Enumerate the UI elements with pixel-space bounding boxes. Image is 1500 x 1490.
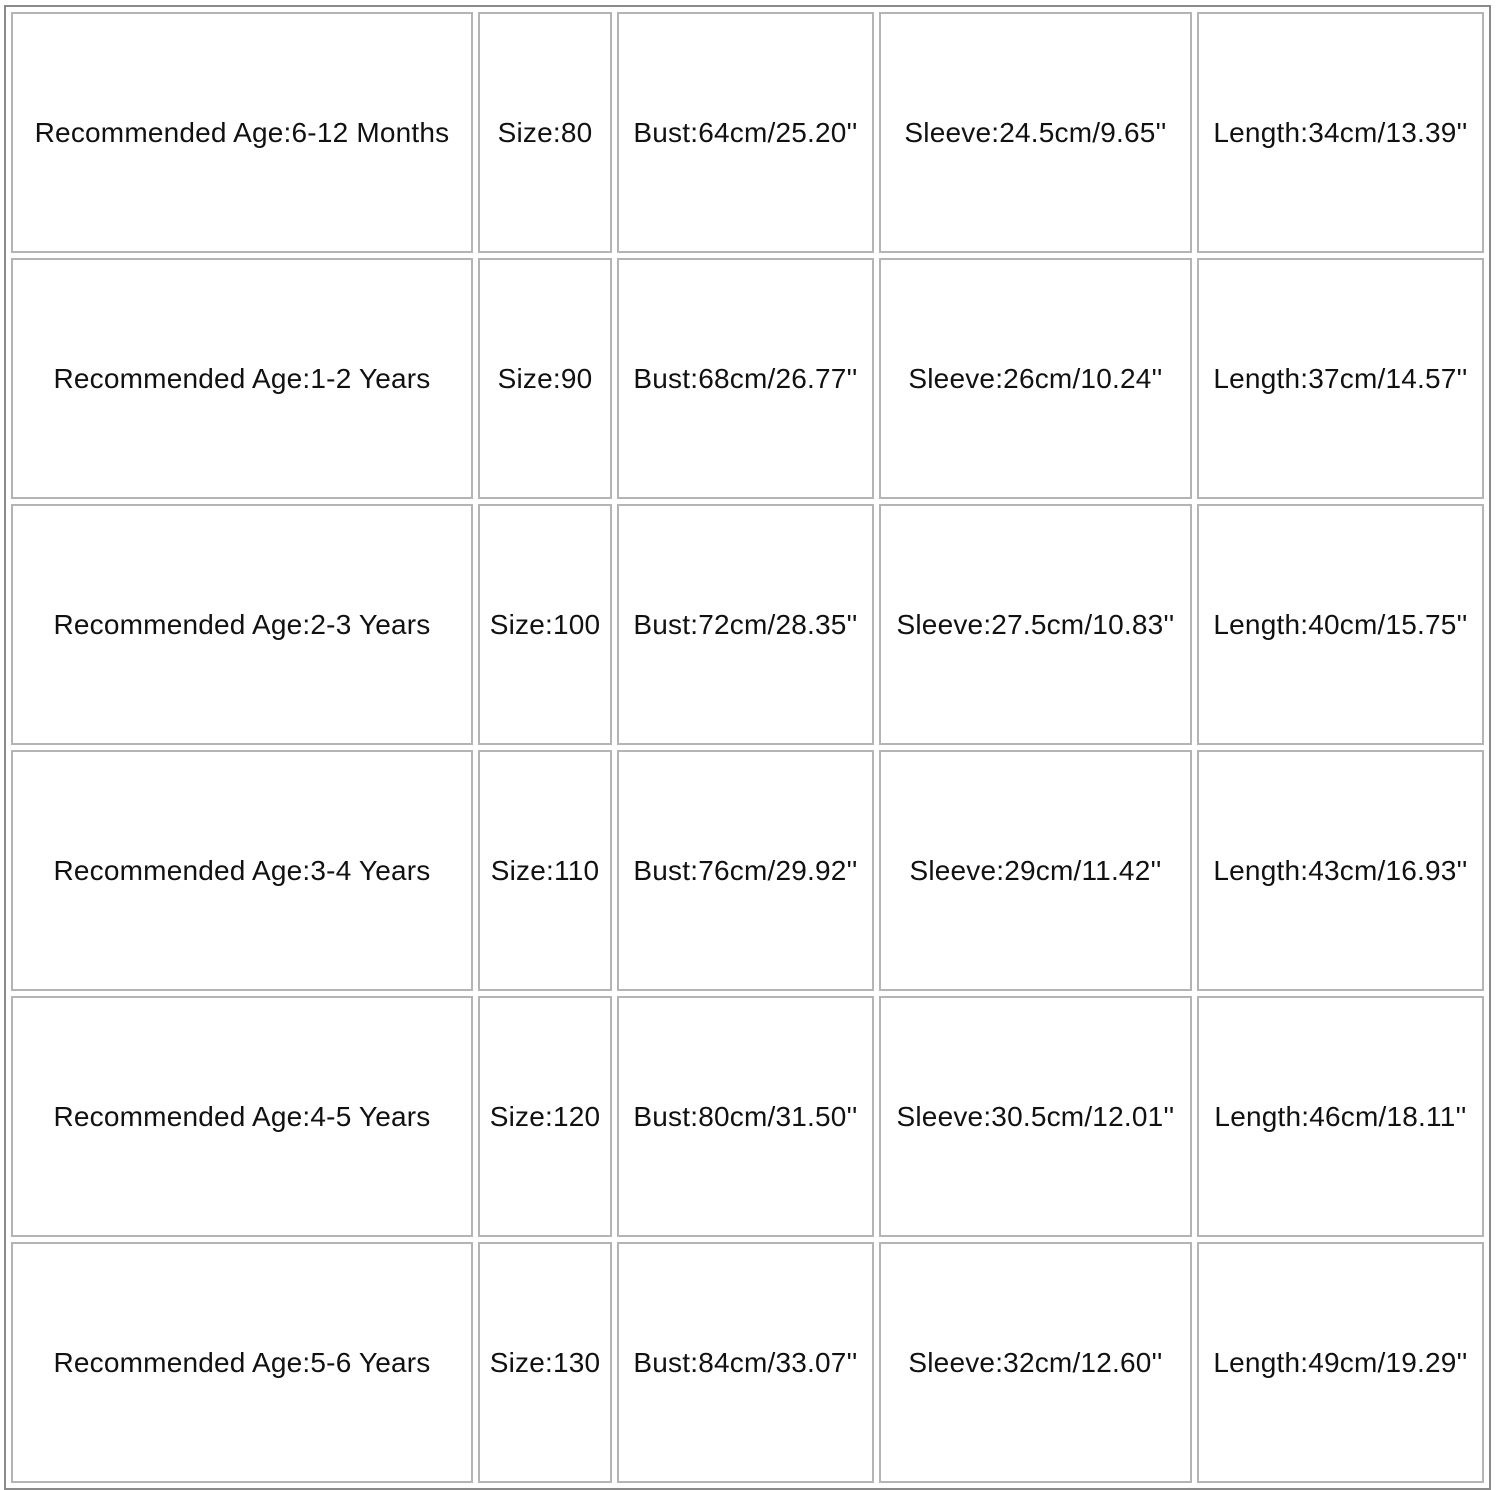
age-cell: Recommended Age:6-12 Months — [11, 12, 473, 253]
size-cell: Size:110 — [478, 750, 612, 991]
size-cell: Size:100 — [478, 504, 612, 745]
table-row — [11, 12, 1484, 253]
length-cell: Length:46cm/18.11'' — [1197, 996, 1484, 1237]
bust-cell: Bust:84cm/33.07'' — [617, 1242, 874, 1483]
length-cell: Length:37cm/14.57'' — [1197, 258, 1484, 499]
age-cell: Recommended Age:3-4 Years — [11, 750, 473, 991]
sleeve-cell: Sleeve:27.5cm/10.83'' — [879, 504, 1192, 745]
bust-cell: Bust:68cm/26.77'' — [617, 258, 874, 499]
age-cell: Recommended Age:2-3 Years — [11, 504, 473, 745]
age-cell: Recommended Age:5-6 Years — [11, 1242, 473, 1483]
sleeve-cell: Sleeve:32cm/12.60'' — [879, 1242, 1192, 1483]
length-cell: Length:40cm/15.75'' — [1197, 504, 1484, 745]
table-row — [11, 258, 1484, 499]
bust-cell: Bust:72cm/28.35'' — [617, 504, 874, 745]
bust-cell: Bust:64cm/25.20'' — [617, 12, 874, 253]
age-cell: Recommended Age:1-2 Years — [11, 258, 473, 499]
bust-cell: Bust:76cm/29.92'' — [617, 750, 874, 991]
length-cell: Length:49cm/19.29'' — [1197, 1242, 1484, 1483]
bust-cell: Bust:80cm/31.50'' — [617, 996, 874, 1237]
sleeve-cell: Sleeve:26cm/10.24'' — [879, 258, 1192, 499]
table-row — [11, 996, 1484, 1237]
size-cell: Size:80 — [478, 12, 612, 253]
size-cell: Size:90 — [478, 258, 612, 499]
sleeve-cell: Sleeve:30.5cm/12.01'' — [879, 996, 1192, 1237]
table-row — [11, 1242, 1484, 1483]
sleeve-cell: Sleeve:29cm/11.42'' — [879, 750, 1192, 991]
size-cell: Size:120 — [478, 996, 612, 1237]
table-row — [11, 504, 1484, 745]
size-cell: Size:130 — [478, 1242, 612, 1483]
length-cell: Length:34cm/13.39'' — [1197, 12, 1484, 253]
table-row — [11, 750, 1484, 991]
length-cell: Length:43cm/16.93'' — [1197, 750, 1484, 991]
size-chart-table — [4, 5, 1491, 1490]
age-cell: Recommended Age:4-5 Years — [11, 996, 473, 1237]
sleeve-cell: Sleeve:24.5cm/9.65'' — [879, 12, 1192, 253]
